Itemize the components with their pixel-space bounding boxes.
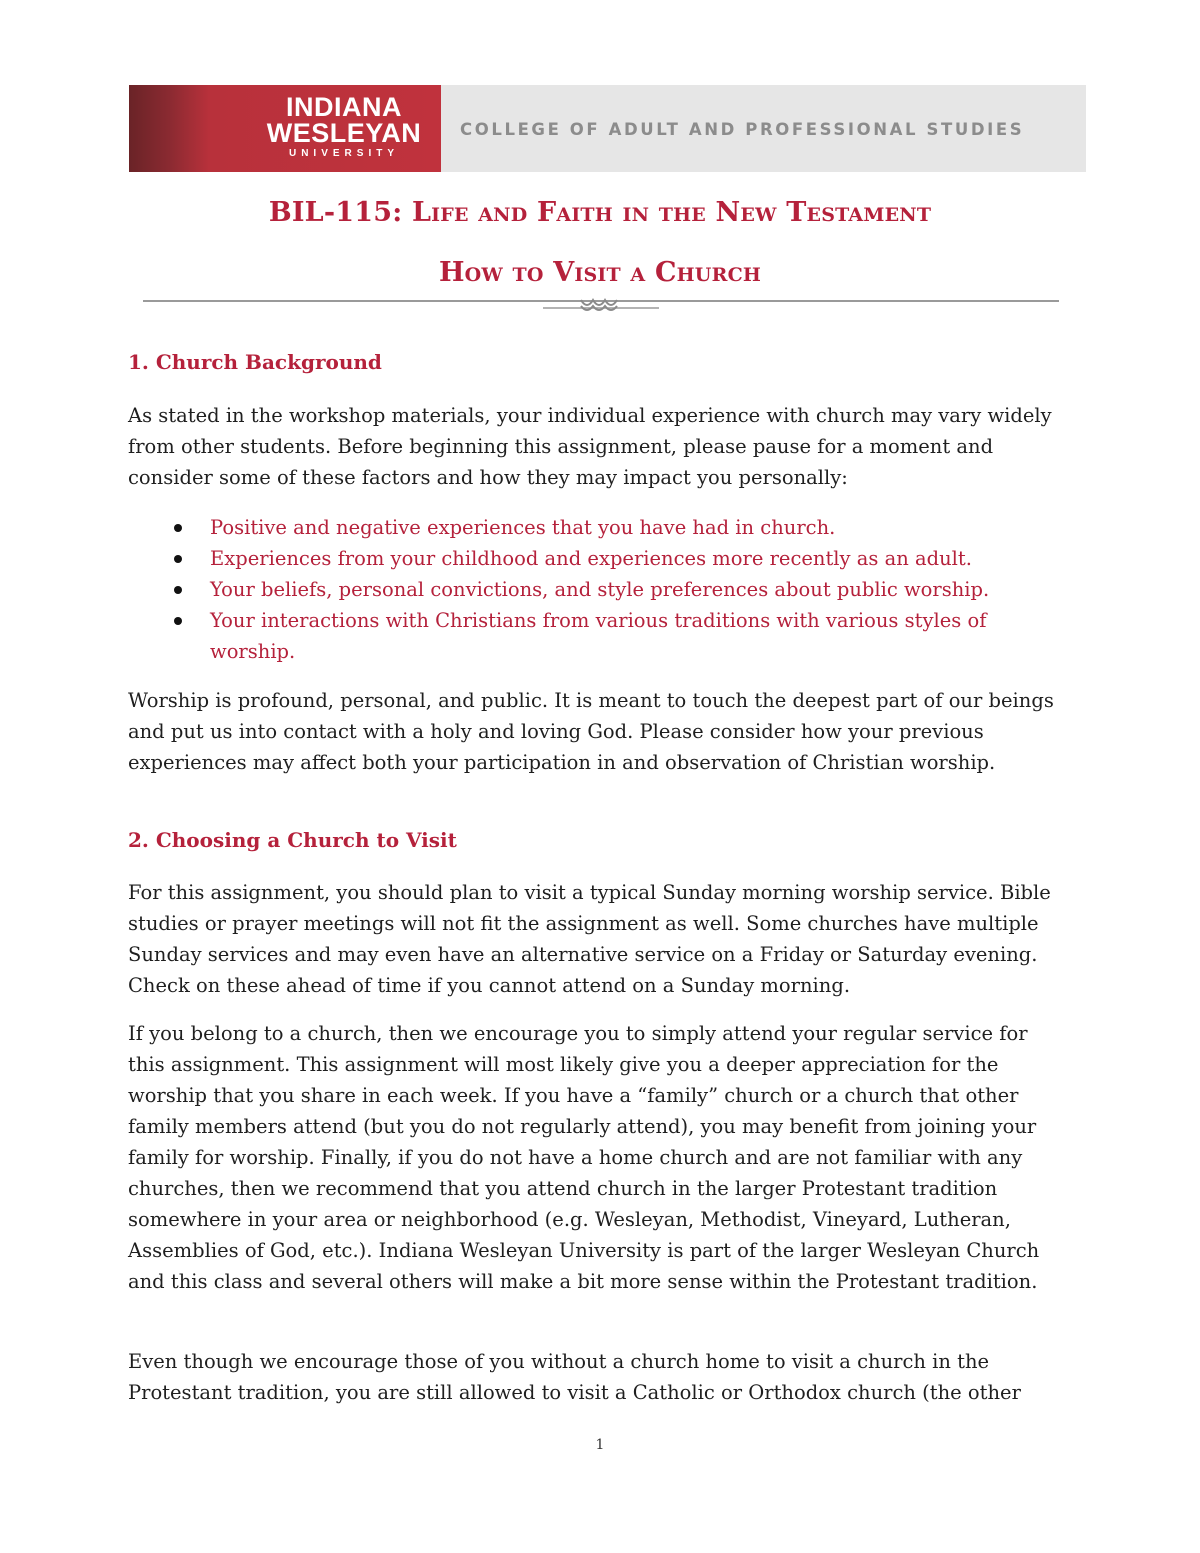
logo-line-university: UNIVERSITY xyxy=(288,148,399,159)
header-banner xyxy=(129,85,1086,172)
section-2-paragraph-2: If you belong to a church, then we encourage you to simply attend your regular service for this assignment. This assignment will most likely give you a deeper appreciation for the worship that you share in each week. If you have a “family” church or a church that other family members attend (but you do not regularly attend), you may benefit from joining your family for worship. Finally, if you do not have a home church and are not familiar with any churches, then we recommend that you attend church in the larger Protestant tradition somewhere in your area or neighborhood (e.g. Wesleyan, Methodist, Vineyard, Lutheran, Assemblies of God, etc.). Indiana Wesleyan University is part of the larger Wesleyan Church and this class and several others will make a bit more sense within the Protestant tradition. xyxy=(128,1022,1040,1293)
factors-list xyxy=(128,512,1068,667)
page-number: 1 xyxy=(595,1437,605,1453)
section-2-paragraph-3: Even though we encourage those of you without a church home to visit a church in the Protestant tradition, you are still allowed to visit a Catholic or Orthodox church (the other xyxy=(128,1350,1021,1404)
list-item: Positive and negative experiences that you have had in church. xyxy=(128,512,1068,543)
section-1-intro: As stated in the workshop materials, your individual experience with church may vary widely from other students. Before beginning this assignment, please pause for a moment and consider some of these factors and how they may impact you personally: xyxy=(128,404,1052,489)
university-logo xyxy=(129,85,441,172)
list-item: Your beliefs, personal convictions, and style preferences about public worship. xyxy=(128,574,1068,605)
ornamental-divider xyxy=(143,292,1059,316)
list-item: Your interactions with Christians from various traditions with various styles of worship. xyxy=(128,605,1068,667)
logo-line-wesleyan: WESLEYAN xyxy=(266,118,422,148)
list-item: Experiences from your childhood and experiences more recently as an adult. xyxy=(128,543,1068,574)
bullet-icon xyxy=(174,586,182,594)
section-2-paragraph-1: For this assignment, you should plan to visit a typical Sunday morning worship service. Bible studies or prayer meetings will not fit the assignment as well. Some churches have multiple Sunday services and may even have an alternative service on a Friday or Saturday evening. Check on these ahead of time if you cannot attend on a Sunday morning. xyxy=(128,881,1051,997)
document-title: How to Visit a Church xyxy=(438,257,762,288)
bullet-icon xyxy=(174,524,182,532)
course-title: BIL-115: Life and Faith in the New Testament xyxy=(268,197,932,228)
section-1-closing: Worship is profound, personal, and public. It is meant to touch the deepest part of our beings and put us into contact with a holy and loving God. Please consider how your previous experiences may affect both your participation in and observation of Christian worship. xyxy=(128,689,1054,774)
bullet-icon xyxy=(174,617,182,625)
bullet-icon xyxy=(174,555,182,563)
section-heading-church-background: 1. Church Background xyxy=(128,350,382,374)
logo-line-indiana: INDIANA xyxy=(286,92,402,122)
logo-wordmark xyxy=(259,94,429,161)
section-heading-choosing-church: 2. Choosing a Church to Visit xyxy=(128,828,457,852)
college-name: COLLEGE OF ADULT AND PROFESSIONAL STUDIES xyxy=(460,120,1025,139)
